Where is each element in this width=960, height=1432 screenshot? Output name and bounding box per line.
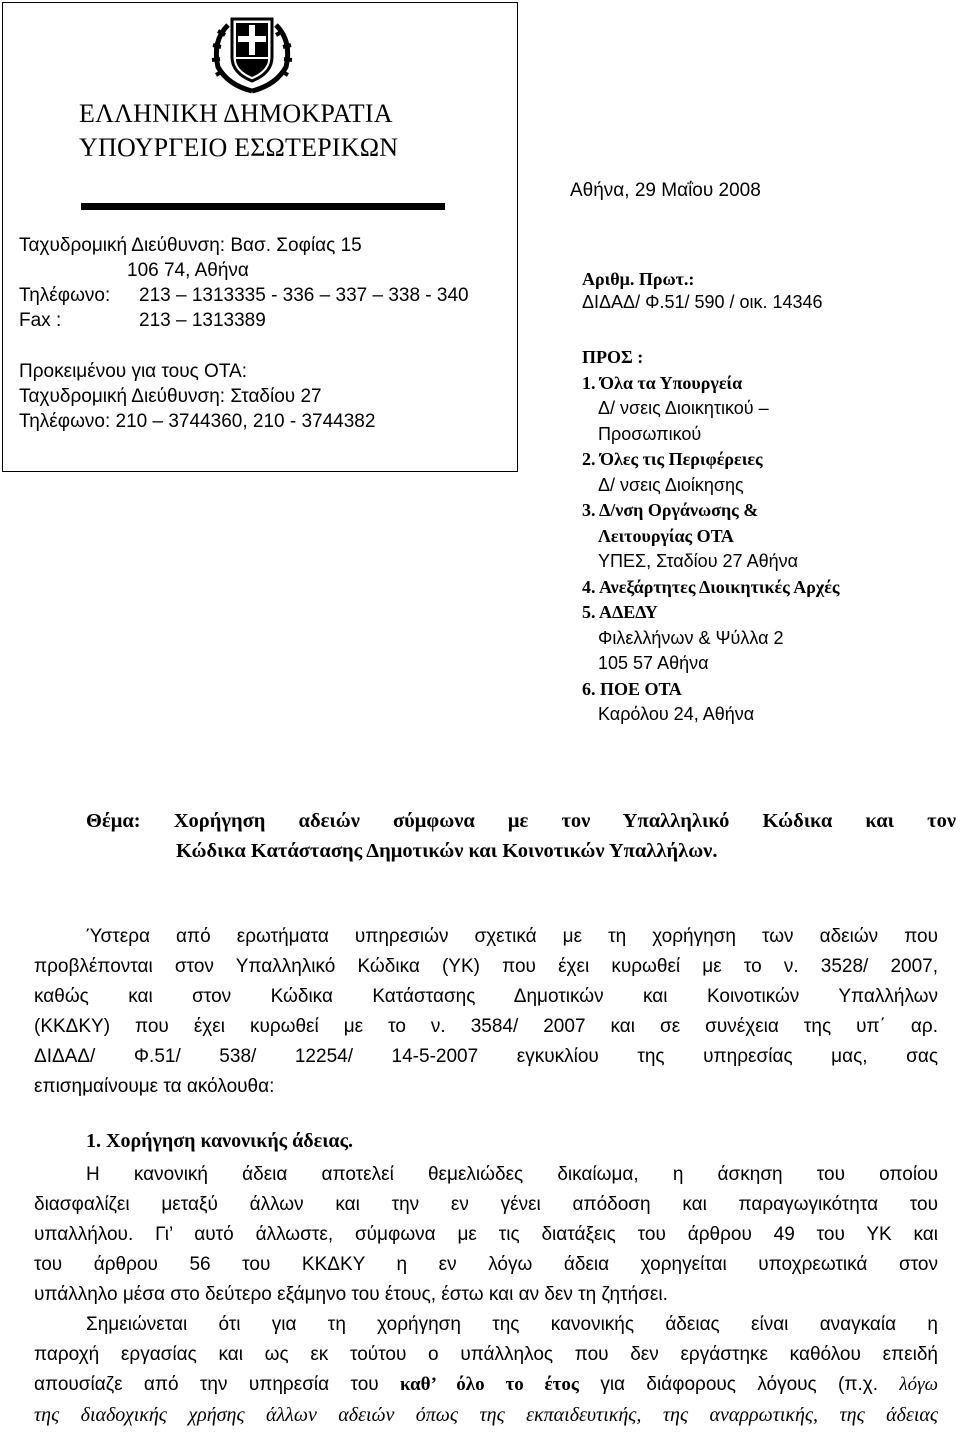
section-1-line: του άρθρου 56 του ΚΚΔΚΥ η εν λόγω άδεια χορηγείται υποχρεωτικά στον (34, 1254, 938, 1275)
section-1-line: παροχή εργασίας και ως εκ τούτου ο υπάλληλος που δεν εργάστηκε καθόλου επειδή (34, 1344, 938, 1365)
recipient-3-address: ΥΠΕΣ, Σταδίου 27 Αθήνα (598, 551, 799, 571)
recipient-2: 2. Όλες τις Περιφέρειες (582, 449, 763, 469)
intro-line: επισημαίνουμε τα ακόλουθα: (34, 1076, 275, 1097)
section-1-line: Σημειώνεται ότι για τη χορήγηση της κανονικής άδειας είναι αναγκαία η (86, 1314, 938, 1335)
postal-address: Ταχυδρομική Διεύθυνση: Βασ. Σοφίας 15 (19, 235, 362, 256)
recipient-5-city: 105 57 Αθήνα (598, 653, 709, 673)
title-divider (81, 203, 445, 210)
ota-postal-address: Ταχυδρομική Διεύθυνση: Σταδίου 27 (19, 386, 322, 407)
fax-label: Fax : (19, 310, 62, 331)
recipient-1: 1. Όλα τα Υπουργεία (582, 372, 743, 393)
section-1-line: υπαλλήλου. Γι’ αυτό άλλωστε, σύμφωνα με τις διατάξεις του άρθρου 49 του ΥΚ και (34, 1224, 938, 1245)
recipient-2-dept: Δ/ νσεις Διοίκησης (598, 474, 744, 495)
letterhead-box (2, 2, 518, 472)
section-1-line: Η κανονική άδεια αποτελεί θεμελιώδες δικαίωμα, η άσκηση του οποίου (86, 1164, 938, 1185)
document-date: Αθήνα, 29 Μαΐου 2008 (570, 180, 761, 201)
ota-phone: Τηλέφωνο: 210 – 3744360, 210 - 3744382 (19, 411, 376, 432)
greek-coat-of-arms-icon (192, 11, 312, 97)
recipient-1-dept-cont: Προσωπικού (598, 423, 702, 444)
recipient-5-address: Φιλελλήνων & Ψύλλα 2 (598, 627, 784, 648)
government-title (79, 97, 398, 165)
intro-paragraph (34, 922, 938, 1102)
section-1-heading: 1. Χορήγηση κανονικής άδειας. (86, 1130, 354, 1152)
subject-line-2: Κώδικα Κατάστασης Δημοτικών και Κοινοτικών Υπαλλήλων. (176, 840, 718, 862)
phone-label: Τηλέφωνο: (19, 285, 111, 306)
protocol-label: Αριθμ. Πρωτ.: (582, 269, 695, 289)
emphasis-text: καθ’ όλο το έτος (400, 1374, 579, 1395)
intro-line: ΔΙΔΑΔ/ Φ.51/ 538/ 12254/ 14-5-2007 εγκυκλίου της υπηρεσίας μας, σας (34, 1046, 938, 1067)
subject-line-1: Θέμα: Χορήγηση αδειών σύμφωνα με τον Υπαλληλικό Κώδικα και τον (86, 810, 956, 832)
recipient-3-cont: Λειτουργίας ΟΤΑ (598, 525, 734, 546)
ministry-name: ΥΠΟΥΡΓΕΙΟ ΕΣΩΤΕΡΙΚΩΝ (79, 133, 399, 162)
republic-name: ΕΛΛΗΝΙΚΗ ΔΗΜΟΚΡΑΤΙΑ (79, 99, 393, 128)
intro-line: (ΚΚΔΚΥ) που έχει κυρωθεί με το ν. 3584/ 2007 και σε συνέχεια της υπ΄ αρ. (34, 1016, 938, 1037)
intro-line: καθώς και στον Κώδικα Κατάστασης Δημοτικών και Κοινοτικών Υπαλλήλων (34, 986, 938, 1007)
postal-city: 106 74, Αθήνα (127, 260, 249, 281)
italic-text: λόγω (899, 1374, 939, 1395)
fax-number: 213 – 1313389 (139, 310, 266, 331)
section-1-line: διασφαλίζει μεταξύ άλλων και την εν γένει απόδοση και παραγωγικότητα του (34, 1194, 938, 1215)
recipient-4: 4. Ανεξάρτητες Διοικητικές Αρχές (582, 576, 840, 597)
section-1-line-italic: της διαδοχικής χρήσης άλλων αδειών όπως της εκπαιδευτικής, της αναρρωτικής, της άδειας (34, 1404, 938, 1426)
protocol-number: ΔΙΔΑΔ/ Φ.51/ 590 / οικ. 14346 (582, 292, 823, 312)
recipient-5: 5. ΑΔΕΔΥ (582, 602, 658, 622)
recipient-1-dept: Δ/ νσεις Διοικητικού – (598, 398, 769, 418)
intro-line: προβλέπονται στον Υπαλληλικό Κώδικα (ΥΚ) που έχει κυρωθεί με το ν. 3528/ 2007, (34, 956, 938, 977)
phone-numbers: 213 – 1313335 - 336 – 337 – 338 - 340 (139, 285, 469, 306)
text-segment: απουσίαζε από την υπηρεσία του (34, 1374, 379, 1395)
intro-line: Ύστερα από ερωτήματα υπηρεσιών σχετικά με τη χορήγηση των αδειών που (86, 926, 938, 947)
text-segment: για διάφορους λόγους (π.χ. (600, 1374, 879, 1395)
section-1-line: υπάλληλο μέσα στο δεύτερο εξάμηνο του έτους, έστω και αν δεν τη ζητήσει. (34, 1284, 668, 1305)
recipient-6-address: Καρόλου 24, Αθήνα (598, 704, 755, 724)
ota-heading: Προκειμένου για τους ΟΤΑ: (19, 361, 247, 382)
section-1-line-mixed (34, 1370, 938, 1400)
recipient-3: 3. Δ/νση Οργάνωσης & (582, 500, 759, 520)
recipient-6: 6. ΠΟΕ ΟΤΑ (582, 678, 682, 699)
protocol-reference (582, 268, 823, 314)
section-1-paragraphs (34, 1160, 938, 1430)
subject-block (86, 806, 956, 866)
recipients-label: ΠΡΟΣ : (582, 347, 644, 367)
recipients-list (582, 345, 840, 728)
